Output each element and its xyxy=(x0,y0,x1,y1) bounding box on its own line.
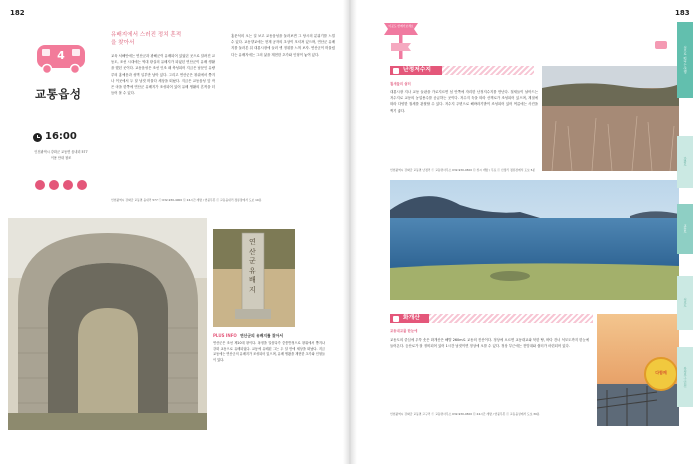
heading-stripe-2 xyxy=(429,314,593,323)
photo-gyodong-eupseong-gate xyxy=(8,218,207,430)
side-tabs xyxy=(677,22,693,462)
toilet-icon xyxy=(35,180,45,190)
section-heading-2: 화개산 xyxy=(390,314,440,323)
side-tab-4[interactable]: 석모도 xyxy=(677,276,693,330)
info-text: 인천광역시 강화군 교동면 읍내리 577 ⓣ 032-930-4000 ⓦ 24시간 개방 / 연중무휴 ⓒ 교동읍내리 정류장에서 도보 10분 xyxy=(111,198,262,202)
article-heading-line1: 유배지에서 스러진 정치 혼적 xyxy=(111,32,182,38)
side-tab-2[interactable]: 강화도 xyxy=(677,136,693,188)
parking-icon xyxy=(77,180,87,190)
amenity-icons xyxy=(35,180,95,190)
left-page xyxy=(0,0,347,464)
section-2-info: 인천광역시 강화군 교동면 고구리 ⓣ 교동면사무소 032-930-4500 ⓦ 24시간 개방 / 연중무휴 ⓒ 교동읍성에서 도보 30분 xyxy=(390,412,540,416)
heading-stripe-1 xyxy=(442,66,534,75)
camera-icon xyxy=(393,316,399,322)
body-column-2: 홍문석의 오는 걸 보고 교동읍성을 둘러보면 그 당시의 분위기를 느낄 수 있다. 교동향교에는 현재 공자의 초상이 모셔져 있으며, 연산군 유배지를 둘러본 뒤 대룡시장에 들러 옛 정취를 느껴 보자. 연산군이 머물렀다는 유배지에는 그의 삶을 재현한 초가와 인형이 놓여 있다. xyxy=(231,34,335,57)
section-2-lead: 교동대교를 한눈에 xyxy=(390,329,418,333)
plus-info-text: 연산군은 조선 제10대 왕이다. 폭정을 일삼다가 중종반정으로 왕위에서 쫓겨나 강화 교동으로 유배되었다. 교동에 유배된 그는 두 달 만에 세상을 떠났다. 지금 교동에는 연산군의 유배지가 조성되어 있으며, 유배 생활을 재현한 초가와 인형들이 있다. xyxy=(213,341,325,362)
page-number-right: 183 xyxy=(675,9,690,17)
section-1-lead: 철새들의 쉼터 xyxy=(390,82,411,86)
photo-hwagaesan-sunset xyxy=(597,314,679,426)
visit-time: 16:00 xyxy=(45,131,77,142)
sunset-sign-text: 다함께 xyxy=(655,370,667,375)
section-2-text: 교동도의 중심에 우뚝 솟은 화개산은 해발 260m로 교동의 진산이다. 정상에 오르면 교동대교와 북한 땅, 바다 건너 석모도까지 한눈에 들어온다. 등산로가 잘 정비되어 있어 1시간 남짓이면 정상에 오를 수 있다. 정상 부근에는 전망대와 쉼터가 마련되어 있다. xyxy=(390,338,589,349)
admission-text: 이용 안내 참조 xyxy=(50,156,72,160)
page-number-left: 182 xyxy=(10,9,25,17)
cafe-icon xyxy=(63,180,73,190)
side-tab-1[interactable]: 섬으로 떠나는 여행 xyxy=(677,22,693,98)
side-tab-3[interactable]: 교동도 xyxy=(677,204,693,254)
section-1-info: 인천광역시 강화군 교동면 난정리 ⓣ 교동면사무소 032-930-4500 ⓦ 상시 개방 / 무료 ⓒ 난정리 정류장에서 도보 5분 xyxy=(390,168,536,172)
plus-info-title: 연산군의 유배지를 찾아서 xyxy=(240,333,283,338)
plus-info-label: PLUS INFO xyxy=(213,333,237,338)
right-page xyxy=(357,0,700,464)
article-heading-line2: 을 찾아서 xyxy=(111,40,135,46)
signpost-icon xyxy=(381,17,421,59)
camera-icon xyxy=(393,68,399,74)
stone-marker-text: 연산군유배지 xyxy=(249,238,256,294)
address-text: 인천광역시 강화군 교동면 읍내리 577 xyxy=(34,150,88,154)
bus-icon xyxy=(655,41,667,49)
book-spine xyxy=(343,0,357,464)
photo-nanjeong-reeds xyxy=(542,66,679,171)
bus-badge xyxy=(36,43,86,75)
section-1-text: 대룡시장 지나 교동 들판을 가로지르면 섬 안쪽에 자리한 난정저수지를 만난다. 철새들이 날아드는 저수지로 교동의 농업용수를 공급하는 곳이다. 저수지 둑을 따라 산책로가 조성되어 있으며, 계절에 따라 다양한 철새를 관찰할 수 있다. 저수지 주변으로 해바라기밭이 조성되어 있어 여름에는 사진을 찍기 좋다. xyxy=(390,90,538,113)
body-column-1: 교육 서해안에는 연산군과 광해군이 유배되어 있었던 곳으로 알려진 교동도, 조선 시대에는 역대 왕실의 유배지가 되었던 연산군이 유배 생활을 했던 곳이다. 교동읍성은 조선 인조 때 축성되어 지금은 남문인 유량루의 홍예문과 성벽 일부만 남아 있다. 그리고 연산군은 왕위에서 쫓겨나 이곳에서 두 달 남짓 머물다 세상을 떠났다. 지금은 교동읍성 앞 작은 마을 한쪽에 연산군 유배지가 조성되어 있어 유배 생활의 흔적을 더듬어 볼 수 있다. xyxy=(111,54,215,96)
restaurant-icon xyxy=(49,180,59,190)
signpost-text: 이곳도 함께가보세요 xyxy=(388,24,414,28)
photo-stone-marker xyxy=(213,229,295,327)
badge-number: 4 xyxy=(57,49,65,62)
clock-icon xyxy=(33,133,42,142)
section-heading-1: 난정저수지 xyxy=(390,66,453,75)
side-tab-5[interactable]: 북성포구 인천 xyxy=(677,347,693,407)
photo-nanjeong-reservoir xyxy=(390,180,679,300)
page-title: 교통읍성 xyxy=(35,87,82,101)
